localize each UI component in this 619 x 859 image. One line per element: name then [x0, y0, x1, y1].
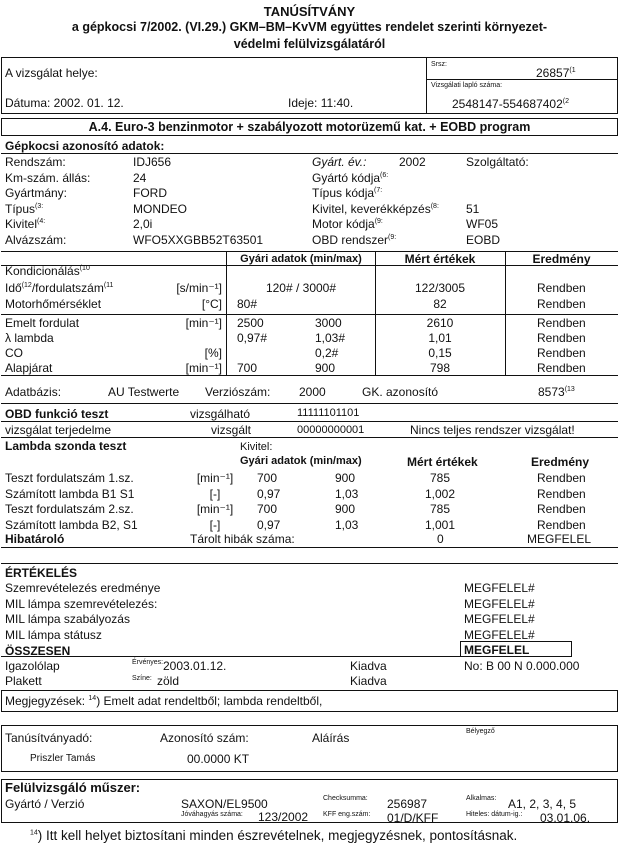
- checksum-label: Checksumma:: [323, 795, 368, 802]
- vehicle-field-value: 24: [133, 170, 147, 185]
- vehicle-field-value: EOBD: [466, 232, 501, 247]
- vehicle-field-label: Motor kódja$^{(9:}$: [312, 217, 383, 231]
- kff-value: 01/D/KFF: [387, 811, 439, 825]
- measure-row-max: 3000: [315, 316, 342, 330]
- inspection-date: Dátuma: 2002. 01. 12.: [5, 96, 124, 110]
- sticker-label: Plakett: [5, 674, 42, 688]
- vehicle-field-value: MONDEO: [133, 201, 187, 216]
- report-number-label: Vizsgálati lapló száma:: [431, 82, 503, 89]
- evaluation-title: ÉRTÉKELÉS: [5, 566, 78, 580]
- lambda-row-label: Teszt fordulatszám 1.sz.: [5, 471, 134, 485]
- version-label: Verziószám:: [205, 385, 271, 399]
- error-store-result: MEGFELEL: [527, 532, 592, 546]
- measure-row-min: 2500: [237, 316, 264, 330]
- vehicle-section-title: Gépkocsi azonosító adatok:: [5, 139, 165, 153]
- vehicle-field-label: Gyártó kódja$^{(6:}$: [312, 170, 389, 185]
- checksum-value: 256987: [387, 797, 428, 811]
- lambda-row-label: Számított lambda B2, S1: [5, 517, 138, 532]
- obd-testable-label: vizsgálható: [190, 407, 251, 421]
- obd-note: Nincs teljes rendszer vizsgálat!: [410, 423, 575, 437]
- calibration-value: 03.01.06.: [540, 811, 591, 825]
- lambda-row-result: Rendben: [537, 471, 586, 485]
- gk-id-label: GK. azonosító: [362, 385, 439, 399]
- approval-label: Jóváhagyás száma:: [181, 811, 243, 818]
- sticker-color-value: zöld: [157, 674, 180, 688]
- sticker-issued: Kiadva: [350, 674, 387, 688]
- lambda-row-measured: 785: [429, 502, 451, 516]
- obd-testable-value: 11111101101: [297, 407, 360, 419]
- program-title: A.4. Euro-3 benzinmotor + szabályozott motorüzemű kat. + EOBD program: [88, 120, 531, 134]
- lambda-head-factory: Gyári adatok (min/max): [240, 455, 362, 467]
- evaluation-row-value: MEGFELEL#: [464, 581, 535, 595]
- signature-label: Aláírás: [312, 731, 350, 745]
- vehicle-field-label: Kivitel$^{(4:}$: [5, 217, 46, 231]
- certifier-label: Tanúsítványadó:: [5, 731, 93, 745]
- vehicle-field-value: WF05: [466, 217, 499, 231]
- kff-label: KFF eng.szám:: [323, 811, 371, 818]
- certifier-box: [1, 725, 618, 772]
- valid-until-label: Érvényes:: [132, 659, 164, 666]
- vehicle-field-label: Rendszám:: [5, 155, 66, 169]
- footnote: $^{14}$) Itt kell helyet biztosítani minden észrevételnek, megjegyzésnek, pontosításnak.: [30, 828, 518, 843]
- measure-row-measured: 798: [429, 361, 451, 375]
- approval-value: 123/2002: [258, 810, 309, 824]
- lambda-row-measured: 1,002: [424, 486, 456, 501]
- measure-row-measured: 122/3005: [414, 281, 466, 295]
- vehicle-field-label: OBD rendszer$^{(9:}$: [312, 232, 397, 247]
- version-value: 2000: [299, 385, 326, 399]
- obd-title: OBD funkció teszt: [5, 407, 109, 421]
- lambda-row-unit: [min⁻¹]: [196, 471, 234, 485]
- lambda-variant-label: Kivitel:: [240, 441, 273, 453]
- vehicle-field-label: Kivitel, keverékképzés$^{(8:}$: [312, 201, 439, 216]
- vehicle-field-label: Gyárt. év.:: [312, 155, 367, 169]
- measure-row-label: Alapjárat: [5, 361, 53, 375]
- maker-value: SAXON/EL9500: [181, 797, 268, 811]
- evaluation-row-label: MIL lámpa szemrevételezés:: [5, 596, 158, 611]
- measure-row-unit: [%]: [204, 346, 222, 360]
- lambda-row-max: 900: [335, 471, 356, 485]
- obd-tested-value: 00000000001: [297, 424, 365, 436]
- lambda-row-unit: [-]: [209, 517, 221, 532]
- vehicle-field-value: IDJ656: [133, 155, 172, 169]
- lambda-row-result: Rendben: [537, 502, 586, 516]
- document-subtitle-line1: a gépkocsi 7/2002. (VI.29.) GKM–BM–KvVM együttes rendelet szerinti környezet-: [71, 20, 548, 34]
- measure-row-unit: [°C]: [201, 297, 222, 311]
- certifier-name: Priszler Tamás: [30, 753, 96, 764]
- vehicle-field-label: Típus kódja$^{(7:}$: [312, 186, 383, 200]
- measure-head-factory: Gyári adatok (min/max): [240, 253, 362, 265]
- stored-errors-label: Tárolt hibák száma:: [190, 532, 295, 546]
- measure-row-measured: 82: [433, 297, 447, 311]
- lambda-row-max: 1,03: [335, 517, 359, 532]
- inspection-time: Ideje: 11:40.: [288, 96, 354, 110]
- evaluation-row-label: MIL lámpa szabályozás: [5, 612, 130, 626]
- certifier-id-value: 00.0000 KT: [187, 752, 250, 766]
- vehicle-field-value: 2002: [399, 155, 426, 169]
- lambda-head-result: Eredmény: [531, 455, 590, 469]
- lambda-row-min: 0,97: [257, 517, 281, 532]
- applicable-value: A1, 2, 3, 4, 5: [508, 797, 577, 811]
- measure-row-max: 0,2#: [315, 346, 339, 360]
- evaluation-row-value: MEGFELEL#: [464, 627, 535, 642]
- vehicle-field-label: Gyártmány:: [5, 186, 68, 200]
- evaluation-row-value: MEGFELEL#: [464, 612, 535, 626]
- measure-row-min: 700: [237, 361, 258, 375]
- measure-row-max: 1,03#: [315, 331, 346, 345]
- measure-row-max: 900: [315, 361, 336, 375]
- measure-row-label: Kondicionálás$^{(10}$: [5, 264, 90, 278]
- measure-row-label: λ lambda: [5, 331, 54, 345]
- evaluation-row-label: MIL lámpa státusz: [5, 627, 102, 642]
- lambda-head-measured: Mért értékek: [407, 455, 478, 469]
- measure-row-label: CO: [5, 346, 23, 360]
- stamp-label: Bélyegző: [466, 728, 495, 735]
- measure-row-measured: 1,01: [428, 331, 452, 345]
- measure-head-result: Eredmény: [532, 252, 591, 266]
- vehicle-field-value: 51: [466, 201, 480, 216]
- applicable-label: Alkalmas:: [466, 795, 497, 802]
- measure-row-result: Rendben: [537, 346, 586, 360]
- measure-row-unit: [min⁻¹]: [185, 316, 222, 330]
- lambda-row-measured: 1,001: [424, 517, 456, 532]
- measure-row-label: Emelt fordulat: [5, 316, 80, 330]
- stored-errors-value: 0: [437, 532, 444, 546]
- serial-value: 26857$^{(1}$: [536, 66, 576, 80]
- vehicle-field-label: Típus$^{(3:}$: [5, 201, 44, 216]
- lambda-row-max: 900: [335, 502, 356, 516]
- lambda-title: Lambda szonda teszt: [5, 439, 127, 453]
- obd-tested-label: vizsgált: [211, 423, 252, 437]
- measure-row-unit: [min⁻¹]: [185, 361, 222, 375]
- inspection-place-label: A vizsgálat helye:: [5, 66, 98, 80]
- maker-label: Gyártó / Verzió: [5, 797, 85, 811]
- measure-row-result: Rendben: [537, 316, 586, 330]
- certificate-issued: Kiadva: [350, 659, 387, 673]
- certificate-number: No: B 00 N 0.000.000: [464, 659, 580, 673]
- report-number-value: 2548147-554687402$^{(2}$: [452, 97, 570, 111]
- measure-row-measured: 2610: [426, 316, 454, 330]
- lambda-row-min: 0,97: [257, 486, 281, 501]
- vehicle-field-value: FORD: [133, 186, 167, 200]
- database-name: AU Testwerte: [108, 385, 180, 399]
- lambda-row-unit: [-]: [209, 486, 221, 501]
- vehicle-field-value: WFO5XXGBB52T63501: [133, 232, 264, 247]
- serial-label: Srsz:: [431, 61, 447, 68]
- document-subtitle-line2: védelmi felülvizsgálatáról: [233, 37, 386, 51]
- remarks-text: Megjegyzések: $^{14}$) Emelt adat rendeltből; lambda rendeltből,: [5, 694, 323, 708]
- measure-row-factory: 120# / 3000#: [265, 281, 337, 295]
- lambda-row-min: 700: [257, 471, 278, 485]
- summary-title: ÖSSZESEN: [5, 644, 71, 658]
- lambda-row-unit: [min⁻¹]: [196, 502, 234, 516]
- document-title: TANÚSÍTVÁNY: [263, 4, 356, 19]
- lambda-row-label: Számított lambda B1 S1: [5, 486, 135, 501]
- database-label: Adatbázis:: [5, 385, 62, 399]
- measure-row-result: Rendben: [537, 281, 586, 295]
- lambda-row-label: Teszt fordulatszám 2.sz.: [5, 502, 134, 516]
- measure-row-result: Rendben: [537, 297, 586, 311]
- certificate-label: Igazolólap: [5, 659, 60, 673]
- obd-scope-label: vizsgálat terjedelme: [5, 423, 112, 437]
- lambda-row-min: 700: [257, 502, 278, 516]
- calibration-label: Hiteles: dátum-ig.:: [466, 811, 523, 818]
- lambda-row-max: 1,03: [335, 486, 359, 501]
- vehicle-field-label: Alvázszám:: [5, 232, 67, 247]
- measure-row-measured: 0,15: [428, 346, 452, 360]
- lambda-row-result: Rendben: [537, 517, 586, 532]
- measure-row-label: Motorhőmérséklet: [5, 297, 102, 311]
- vehicle-field-label: Km-szám. állás:: [5, 170, 91, 185]
- measure-row-label: Idő$^{(12}$/fordulatszám$^{(11}$: [5, 281, 114, 295]
- sticker-color-label: Színe:: [132, 675, 152, 682]
- instrument-title: Felülvizsgáló műszer:: [5, 780, 141, 795]
- vehicle-field-value: 2,0i: [133, 217, 153, 231]
- measure-row-unit: [s/min⁻¹]: [176, 281, 222, 295]
- lambda-row-measured: 785: [429, 471, 451, 485]
- valid-until-value: 2003.01.12.: [163, 659, 227, 673]
- measure-row-min: 80#: [237, 297, 258, 311]
- measure-row-result: Rendben: [537, 331, 586, 345]
- error-store-title: Hibatároló: [5, 532, 65, 546]
- certifier-id-label: Azonosító szám:: [160, 731, 249, 745]
- provider-label: Szolgáltató:: [466, 155, 529, 169]
- measure-row-min: 0,97#: [237, 331, 268, 345]
- lambda-row-result: Rendben: [537, 486, 586, 501]
- summary-result: MEGFELEL: [464, 643, 530, 657]
- gk-id-value: 8573$^{(13}$: [538, 385, 575, 399]
- measure-head-measured: Mért értékek: [404, 252, 476, 266]
- evaluation-row-label: Szemrevételezés eredménye: [5, 581, 161, 595]
- evaluation-row-value: MEGFELEL#: [464, 596, 535, 611]
- measure-row-result: Rendben: [537, 361, 586, 375]
